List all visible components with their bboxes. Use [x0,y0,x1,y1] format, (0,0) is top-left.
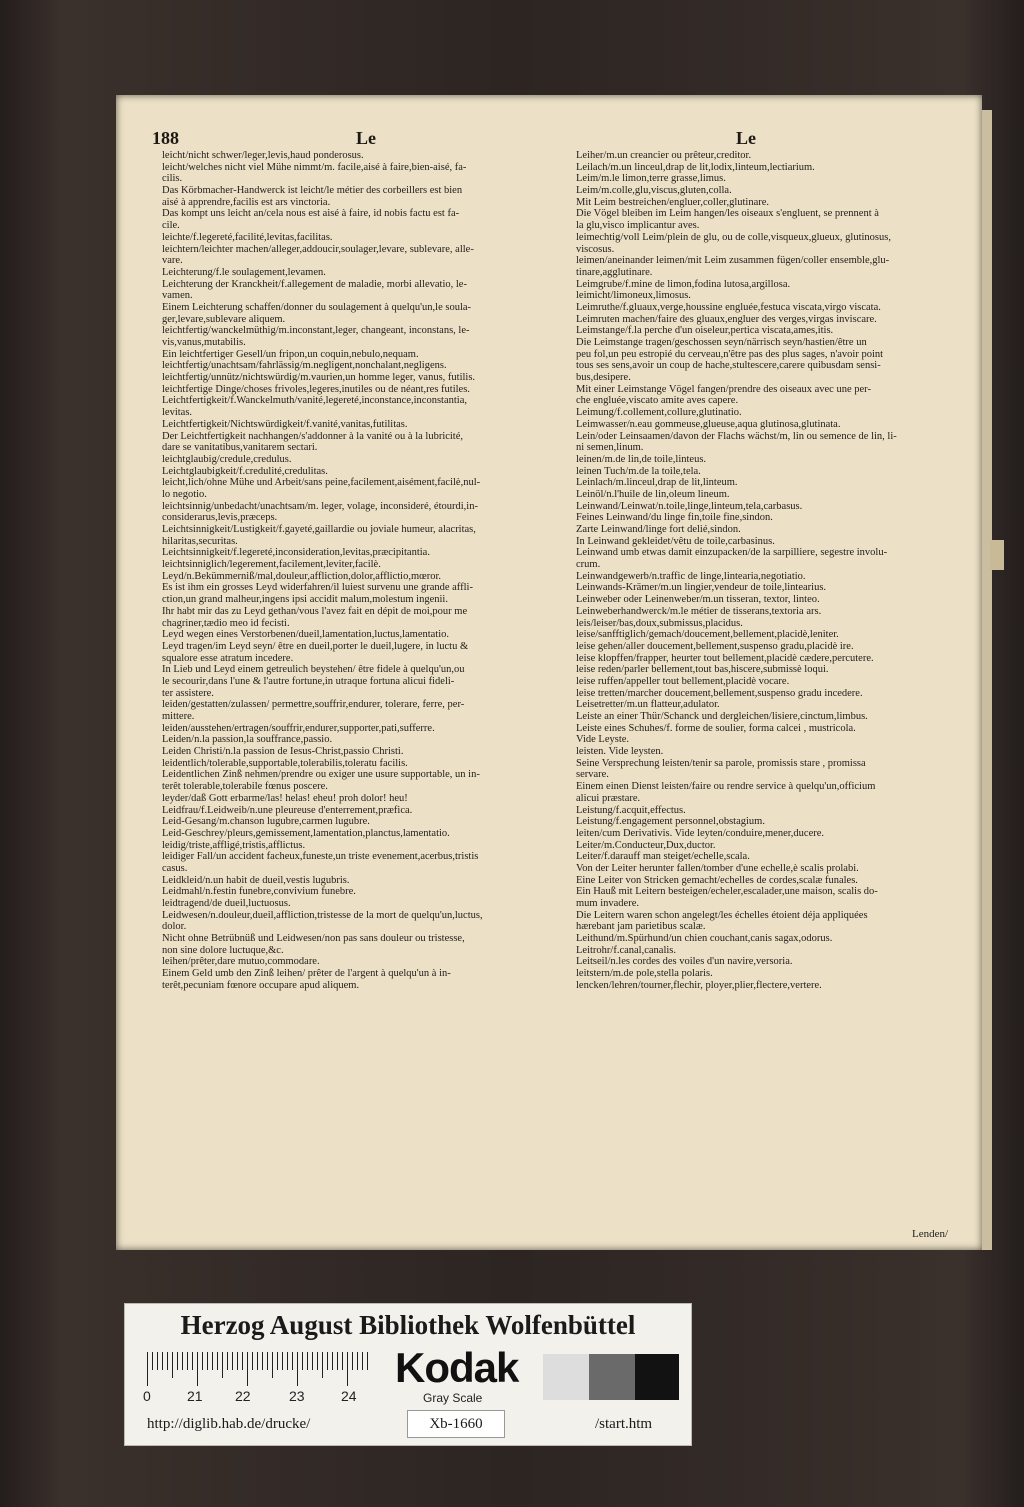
dictionary-line: Feines Leinwand/du linge fin,toile fine,sindon. [576,512,773,524]
dictionary-line: mum invadere. [576,898,639,909]
dictionary-line: leihen/prêter,dare mutuo,commodare. [162,956,320,968]
dictionary-line: Leyd/n.Bekümmerniß/mal,douleur,affliction,dolor,afflictio,mœror. [162,570,441,582]
dictionary-line: Leiste eines Schuhes/f. forme de soulier, forma calcei , mustricola. [576,722,856,734]
dictionary-line: leise klopffen/frapper, heurter tout bellement,placidè cædere,percutere. [576,652,874,664]
card-title: Herzog August Bibliothek Wolfenbüttel [180,1310,636,1340]
ruler-tick [152,1352,153,1370]
dictionary-line: Leidkleid/n.un habit de dueil,vestis lugubris. [162,874,350,886]
dictionary-line: In Leinwand gekleidet/vêtu de toile,carbasinus. [576,535,775,547]
page-edge [982,110,992,1250]
dictionary-line: Leimwasser/n.eau gommeuse,glueuse,aqua glutinosa,glutinata. [576,418,841,430]
dictionary-line: Es ist ihm ein grosses Leyd widerfahren/il luiest survenu une grande affli- [162,582,473,594]
dictionary-line: Vide Leyste. [576,734,630,746]
dictionary-line: leichtfertige Dinge/choses frivoles,legeres,inutiles ou de néant,res futiles. [162,383,470,395]
ruler-tick [222,1352,223,1378]
dictionary-line: terêt tolerable,tolerabile fœnus poscere. [162,781,328,793]
dictionary-line: Mit Leim bestreichen/engluer,coller,glutinare. [576,196,770,208]
dictionary-line: Leinweberhandwerck/m.le métier de tisserans,textoria ars. [576,605,822,617]
dictionary-line: bus,desipere. [576,372,631,384]
ruler-tick [252,1352,253,1370]
dictionary-line: Leimstange/f.la perche d'un oiseleur,pertica viscata,ames,itis. [576,325,834,337]
dictionary-line: lencken/lehren/tourner,flechir, ployer,plier,flectere,vertere. [576,979,822,991]
dictionary-line: Eine Leiter von Stricken gemacht/echelles de cordes,scalæ funales. [576,874,858,886]
dictionary-line: Seine Versprechung leisten/tenir sa parole, promissis stare , promissa [576,757,866,769]
dictionary-line: leicht/nicht schwer/leger,levis,haud ponderosus. [162,150,364,161]
dictionary-line: lo negotio. [162,488,207,500]
dictionary-line: vamen. [162,290,193,302]
ruler [147,1352,369,1386]
dictionary-line: leichtsinniglich/legerement,facilement,leviter,facilè. [162,559,381,571]
ruler-tick [197,1352,198,1386]
ruler-number: 24 [341,1388,357,1404]
gray-patch-dark [635,1354,679,1400]
ruler-tick [177,1352,178,1370]
dictionary-line: aisé à apprendre,facilis est ars vinctoria. [162,196,331,208]
dictionary-line: leichtern/leichter machen/alleger,addoucir,soulager,levare, sublevare, alle- [162,243,474,255]
dictionary-line: Leinweber oder Leinenweber/m.un tisseran, textor, linteo. [576,594,820,606]
ruler-tick [227,1352,228,1370]
left-column [162,150,564,992]
dictionary-line: non sine dolore luctuque,&c. [162,944,284,956]
ruler-tick [297,1352,298,1386]
ruler-tick [257,1352,258,1370]
dictionary-line: Leinwandgewerb/n.traffic de linge,lintearia,negotiatio. [576,570,806,582]
dictionary-line: leimechtig/voll Leim/plein de glu, ou de colle,visqueux,glueux, glutinosus, [576,231,891,243]
ruler-tick [242,1352,243,1370]
dictionary-line: leise gehen/aller doucement,bellement,suspenso gradu,placidè ire. [576,640,854,652]
dictionary-line: Leithund/m.Spürhund/un chien couchant,canis sagax,odorus. [576,933,833,945]
dictionary-line: dolor. [162,921,187,933]
dictionary-line: Leichtsinnigkeit/Lustigkeit/f.gayeté,gaillardie ou joviale humeur, alacritas, [162,524,476,535]
dictionary-line: leise tretten/marcher doucement,bellement,suspenso gradu incedere. [576,687,863,699]
page-tab [990,540,1004,570]
dictionary-line: leise ruffen/appeller tout bellement,placidè vocare. [576,675,790,687]
dictionary-line: leinen Tuch/m.de la toile,tela. [576,465,701,477]
dictionary-line: che engluée,viscato amite aves capere. [576,395,739,407]
ruler-number: 0 [143,1388,151,1404]
ruler-number: 23 [289,1388,305,1404]
ruler-tick [342,1352,343,1370]
dictionary-line: Leichtglaubigkeit/f.credulité,credulitas. [162,465,328,477]
dictionary-line: terêt,pecuniam fœnore occupare apud aliquem. [162,979,360,991]
dictionary-line: Leisetretter/m.un flatteur,adulator. [576,699,720,711]
catchword: Lenden/ [912,1228,949,1240]
dictionary-line: leiden/ausstehen/ertragen/souffrir,endurer,supporter,pati,sufferre. [162,722,435,734]
dictionary-line: crum. [576,559,601,571]
ruler-tick [357,1352,358,1370]
ruler-tick [302,1352,303,1370]
dictionary-line: Leimruten machen/faire des gluaux,engluer des verges,virgas inviscare. [576,313,877,325]
dictionary-line: peu fol,un peu estropié du cerveau,n'être pas des plus sages, n'avoir point [576,348,884,360]
ruler-tick [217,1352,218,1370]
dictionary-line: leidtragend/de dueil,luctuosus. [162,898,291,909]
dictionary-line: Leidentlichen Zinß nehmen/prendre ou exiger une usure supportable, un in- [162,769,480,781]
dictionary-line: Ihr habt mir das zu Leyd gethan/vous l'avez fait en dépit de moi,pour me [162,605,468,617]
dictionary-line: Ein Hauß mit Leitern besteigen/echeler,escalader,une maison, scalis do- [576,886,878,898]
page-number: 188 [152,128,179,148]
gray-patch-mid [589,1354,635,1400]
dictionary-line: leichtsinnig/unbedacht/unachtsam/m. leger, volage, inconsideré, étourdi,in- [162,500,478,512]
ruler-tick [162,1352,163,1370]
ruler-tick [287,1352,288,1370]
dictionary-line: vis,vanus,mutabilis. [162,337,246,348]
dictionary-line: Einem einen Dienst leisten/faire ou rendre service à quelqu'un,officium [576,781,876,793]
dictionary-line: Nicht ohne Betrübnüß und Leidwesen/non pas sans douleur ou tristesse, [162,933,465,945]
dictionary-line: leichtfertig/unachtsam/fahrlässig/m.negligent,nonchalant,negligens. [162,360,447,372]
header-right: Le [736,128,756,148]
right-column [576,150,968,992]
dictionary-line: Leim/m.colle,glu,viscus,gluten,colla. [576,185,732,197]
dictionary-line: tinare,agglutinare. [576,266,653,278]
dictionary-line: Leimung/f.collement,collure,glutinatio. [576,407,742,419]
dictionary-line: Lein/oder Leinsaamen/davon der Flachs wächst/m, lin ou semence de lin, li- [576,430,897,442]
ruler-tick [277,1352,278,1370]
gray-scale-label: Gray Scale [423,1391,483,1405]
dictionary-line: Leiste an einer Thür/Schanck und dergleichen/lisiere,cinctum,limbus. [576,711,868,722]
ruler-tick [202,1352,203,1370]
dictionary-line: Leinwands-Krämer/m.un lingier,vendeur de toile,lintearius. [576,582,827,594]
dictionary-line: leidig/triste,affligé,tristis,afflictus. [162,839,306,851]
dictionary-line: Einem Leichterung schaffen/donner du soulagement à quelqu'un,le soula- [162,301,472,313]
ruler-tick [312,1352,313,1370]
dictionary-line: Leiden/n.la passion,la souffrance,passio. [162,734,333,746]
dictionary-line: levitas. [162,407,193,419]
dictionary-line: leimen/aneinander leimen/mit Leim zusammen fügen/coller ensemble,glu- [576,255,890,267]
ruler-tick [212,1352,213,1370]
dictionary-line: cilis. [162,173,183,185]
dictionary-line: Leidmahl/n.festin funebre,convivium funebre. [162,886,356,898]
ruler-tick [347,1352,348,1386]
dictionary-line: Der Leichtfertigkeit nachhangen/s'addonner à la vanité ou à la lubricité, [162,430,464,442]
dictionary-line: squalore esse atratum incedere. [162,652,294,664]
dictionary-line: tous ses sens,avoir un coup de hache,stultescere,carere quibusdam sensi- [576,360,881,372]
dictionary-line: ter assistere. [162,687,214,699]
ruler-tick [172,1352,173,1378]
dictionary-line: Leyd wegen eines Verstorbenen/dueil,lamentation,luctus,lamentatio. [162,629,450,641]
dictionary-line: leinen/m.de lin,de toile,linteus. [576,453,707,465]
dictionary-line: In Lieb und Leyd einem getreulich beystehen/ être fidele à quelqu'un,ou [162,664,465,676]
dictionary-line: Leimruthe/f.gluaux,verge,houssine engluée,festuca viscata,virgo viscata. [576,301,881,313]
dictionary-line: vare. [162,255,183,267]
dictionary-line: Die Leitern waren schon angelegt/les échelles étoient déja appliquées [576,909,868,921]
dictionary-line: Leitrohr/f.canal,canalis. [576,944,676,956]
dictionary-line: mittere. [162,711,195,722]
dictionary-line: ger,levare,sublevare aliquem. [162,313,286,325]
dictionary-line: dare se vanitatibus,vanitarem sectari. [162,442,318,454]
dictionary-line: Leimgrube/f.mine de limon,fodina lutosa,argillosa. [576,278,791,290]
dictionary-line: Leid-Geschrey/pleurs,gemissement,lamentation,planctus,lamentatio. [162,827,450,839]
dictionary-line: Leinwand/Leinwat/n.toile,linge,linteum,tela,carbasus. [576,500,803,512]
dictionary-line: Leiter/f.darauff man steiget/echelle,scala. [576,851,750,863]
dictionary-line: leidiger Fall/un accident facheux,funeste,un triste evenement,acerbus,tristis [162,851,479,863]
dictionary-line: Leichtfertigkeit/f.Wanckelmuth/vanité,legereté,inconstance,inconstantia, [162,395,467,407]
dictionary-line: viscosus. [576,243,615,255]
dictionary-line: Zarte Leinwand/linge fort delié,sindon. [576,524,741,535]
ruler-tick [322,1352,323,1378]
dictionary-line: Leichterung der Kranckheit/f.allegement de maladie, morbi allevatio, le- [162,278,467,290]
dictionary-line: Leitseil/n.les cordes des voiles d'un navire,versoria. [576,956,793,968]
ruler-tick [182,1352,183,1370]
dictionary-line: leise reden/parler bellement,tout bas,hiscere,submissè loqui. [576,664,829,676]
dictionary-line: Leid-Gesang/m.chanson lugubre,carmen lugubre. [162,816,370,828]
dictionary-line: alicui præstare. [576,792,641,804]
ruler-number: 22 [235,1388,251,1404]
dictionary-line: cile. [162,220,180,232]
ruler-tick [267,1352,268,1370]
ruler-tick [337,1352,338,1370]
dictionary-line: Leinwand umb etwas damit einzupacken/de la sarpilliere, segestre involu- [576,547,888,559]
dictionary-line: leis/leiser/bas,doux,submissus,placidus. [576,617,743,629]
dictionary-line: Leim/m.le limon,terre grasse,limus. [576,173,726,185]
ruler-tick [167,1352,168,1370]
ruler-tick [317,1352,318,1370]
dictionary-line: ction,un grand malheur,ingens ipsi accidit malum,molestum ingenii. [162,594,448,606]
dictionary-line: Mit einer Leimstange Vögel fangen/prendre des oiseaux avec une per- [576,383,871,395]
dictionary-line: Von der Leiter herunter fallen/tomber d'une echelle,è scalis prolabi. [576,862,859,874]
ruler-tick [147,1352,148,1386]
dictionary-line: Leinöl/n.l'huile de lin,oleum lineum. [576,488,730,500]
library-color-card [124,1303,692,1446]
header-left: Le [356,128,376,148]
dictionary-line: leicht,lich/ohne Mühe und Arbeit/sans peine,facilement,aisément,facilè,nul- [162,477,481,489]
ruler-tick [247,1352,248,1386]
shelfmark: Xb-1660 [407,1410,505,1438]
ruler-tick [327,1352,328,1370]
dictionary-line: le secourir,dans l'une & l'autre fortune,in utraque fortuna alicui fideli- [162,675,455,687]
kodak-logo: Kodak [395,1344,519,1391]
dictionary-line: leyder/daß Gott erbarme/las! helas! eheu! proh dolor! heu! [162,792,408,804]
ruler-tick [272,1352,273,1378]
dictionary-line: Leistung/f.engagement personnel,obstagium. [576,816,765,828]
dictionary-line: hilaritas,securitas. [162,535,238,547]
url-right: /start.htm [595,1416,653,1432]
url-left: http://diglib.hab.de/drucke/ [147,1416,311,1432]
dictionary-line: Leidfrau/f.Leidweib/n.une pleureuse d'enterrement,præfica. [162,804,413,816]
dictionary-line: leimicht/limoneux,limosus. [576,290,691,302]
dictionary-line: Ein leichtfertiger Gesell/un fripon,un coquin,nebulo,nequam. [162,348,419,360]
ruler-tick [207,1352,208,1370]
dictionary-line: Leyd tragen/im Leyd seyn/ être en dueil,porter le dueil,lugere, in luctu & [162,640,469,652]
dictionary-line: leichtfertig/wanckelmüthig/m.inconstant,leger, changeant, inconstans, le- [162,325,470,337]
dictionary-line: Leiden Christi/n.la passion de Iesus-Christ,passio Christi. [162,746,404,758]
dictionary-line: Leiter/m.Conducteur,Dux,ductor. [576,839,716,851]
dictionary-line: servare. [576,769,609,781]
ruler-tick [352,1352,353,1370]
dictionary-line: Leichtfertigkeit/Nichtswürdigkeit/f.vanité,vanitas,futilitas. [162,418,408,430]
ruler-tick [262,1352,263,1370]
ruler-number: 21 [187,1388,203,1404]
dictionary-line: Die Vögel bleiben im Leim hangen/les oiseaux s'engluent, se prennent à [576,208,879,220]
dictionary-line: leisten. Vide leysten. [576,746,664,758]
dictionary-line: leichte/f.legereté,facilité,levitas,facilitas. [162,231,333,243]
dictionary-line: Das kompt uns leicht an/cela nous est aisé à faire, id nobis factu est fa- [162,208,460,220]
dictionary-line: Leinlach/m.linceul,drap de lit,linteum. [576,477,738,489]
ruler-tick [307,1352,308,1370]
dictionary-line: Leilach/m.un linceul,drap de lit,lodix,linteum,lectiarium. [576,161,815,173]
dictionary-line: leiden/gestatten/zulassen/ permettre,souffrir,endurer, tolerare, ferre, per- [162,699,465,711]
dictionary-line: Das Körbmacher-Handwerck ist leicht/le métier des corbeillers est bien [162,185,463,197]
ruler-tick [367,1352,368,1370]
dictionary-line: ni semen,linum. [576,442,644,454]
dictionary-line: Die Leimstange tragen/geschossen seyn/närrisch seyn/hastien/être un [576,337,867,348]
dictionary-line: hærebant jam parietibus scalæ. [576,921,706,933]
dictionary-line: leise/sanfftiglich/gemach/doucement,bellement,placidè,leniter. [576,629,839,641]
dictionary-line: Leistung/f.acquit,effectus. [576,804,686,816]
dictionary-line: Einem Geld umb den Zinß leihen/ prêter de l'argent à quelqu'un à in- [162,968,451,980]
dictionary-line: Leichterung/f.le soulagement,levamen. [162,266,326,278]
dictionary-line: leichtglaubig/credule,credulus. [162,453,292,465]
dictionary-line: considerarus,levis,præceps. [162,512,278,524]
ruler-tick [192,1352,193,1370]
ruler-tick [362,1352,363,1370]
ruler-tick [292,1352,293,1370]
dictionary-line: leiten/cum Derivativis. Vide leyten/conduire,mener,ducere. [576,827,825,839]
dictionary-line: leidentlich/tolerable,supportable,tolerabilis,toleratu facilis. [162,757,408,769]
dictionary-line: casus. [162,862,188,874]
dictionary-line: leichtfertig/unnütz/nichtswürdig/m.vaurien,un homme leger, vanus, futilis. [162,372,476,384]
dictionary-line: la glu,visco implicantur aves. [576,220,700,232]
dictionary-line: chagriner,tædio meo id fecisti. [162,617,290,629]
dictionary-line: Leidwesen/n.douleur,dueil,affliction,tristesse de la mort de quelqu'un,luctus, [162,909,483,921]
dictionary-line: leitstern/m.de pole,stella polaris. [576,968,713,980]
ruler-tick [237,1352,238,1370]
dictionary-line: Leiher/m.un creancier ou prêteur,creditor. [576,150,752,161]
ruler-tick [187,1352,188,1370]
dictionary-line: Leichtsinnigkeit/f.legereté,inconsideration,levitas,præcipitantia. [162,547,430,559]
ruler-tick [282,1352,283,1370]
gray-patch-light [543,1354,589,1400]
dictionary-line: leicht/welches nicht viel Mühe nimmt/m. facile,aisé à faire,bien-aisé, fa- [162,161,467,173]
ruler-tick [332,1352,333,1370]
ruler-tick [157,1352,158,1370]
ruler-tick [232,1352,233,1370]
